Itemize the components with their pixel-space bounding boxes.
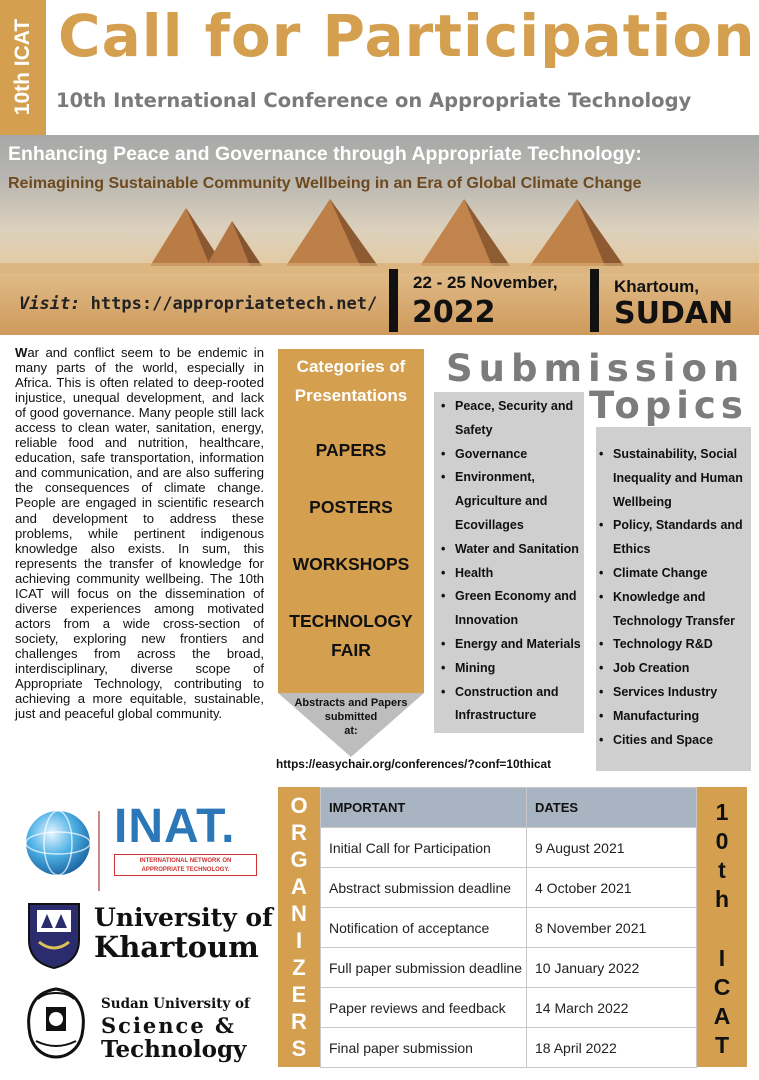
visit-url[interactable]: https://appropriatetech.net/ [90, 294, 378, 314]
vertical-letter: h [714, 886, 730, 912]
vertical-letter: O [290, 793, 308, 818]
list-item: • Peace, Security and Safety [438, 395, 586, 443]
vertical-letter: R [291, 820, 307, 845]
header-date: DATES [527, 788, 697, 828]
intro-text: ar and conflict seem to be endemic in many parts of the world, especially in Africa. This is often related to deep-rooted injustice, unequal development, and lack of good governance. Many people still lack access to clean water, sanitation, energy, reliable food and nutrition, healthcare, education, safe transportation, information and communication, and are also suffering the consequences of climate change. People are engaged in scientific research and development to address these problems, while pertinent indigenous knowledge also exists. In sum, this represents the transfer of knowledge for achieving community wellbeing. The 10th ICAT will focus on the dissemination of diverse experiences among motivated actors from a wide cross-section of society, exploring new frontiers and challenges from across the broad, interdisciplinary, diverse scope of Appropriate Technology, contributing to achieving a more equitable, sustainable, just and peaceful global community. [15, 345, 264, 722]
event-cell: Full paper submission deadline [321, 948, 527, 988]
organizers-column [278, 787, 320, 1067]
vertical-letter: N [291, 901, 307, 926]
category-fair: FAIR [331, 640, 371, 660]
conference-dates: 22 - 25 November, [413, 273, 558, 292]
page-subtitle: 10th International Conference on Appropriate Technology [56, 89, 692, 112]
date-cell: 18 April 2022 [527, 1028, 697, 1068]
vertical-letter: A [713, 1003, 731, 1029]
website-link[interactable] [19, 294, 377, 314]
topics-title-line1: Submission [446, 347, 746, 390]
vertical-letter: I [718, 945, 726, 971]
banner [0, 135, 759, 335]
table-row [321, 1028, 697, 1068]
date-cell: 14 March 2022 [527, 988, 697, 1028]
list-item: • Governance [438, 443, 586, 467]
table-row [321, 988, 697, 1028]
banner-tagline: Enhancing Peace and Governance through Appropriate Technology: [8, 143, 642, 165]
date-cell: 8 November 2021 [527, 908, 697, 948]
intro-paragraph [15, 345, 264, 721]
categories-title: Categories of Presentations [294, 357, 408, 405]
sust-name-line2: Science & [101, 1013, 236, 1038]
topics-list-2 [596, 443, 753, 752]
category-workshops: WORKSHOPS [292, 554, 410, 574]
vertical-letter: R [291, 1009, 307, 1034]
vertical-letter: C [713, 974, 731, 1000]
vertical-letter: A [291, 874, 307, 899]
list-item: • Services Industry [596, 681, 753, 705]
inat-divider [98, 811, 100, 891]
divider-bar [389, 269, 398, 332]
table-header-row [321, 788, 697, 828]
list-item: • Green Economy and Innovation [438, 585, 586, 633]
list-item: • Technology R&D [596, 633, 753, 657]
location-country: SUDAN [614, 296, 734, 331]
divider-bar [590, 269, 599, 332]
icat-column [697, 787, 747, 1067]
event-cell: Final paper submission [321, 1028, 527, 1068]
list-item: • Construction and Infrastructure [438, 681, 586, 729]
sust-name-line1: Sudan University of [101, 996, 250, 1012]
submission-note: Abstracts and Papers submitted at: [294, 697, 408, 737]
inat-globe-logo [22, 805, 94, 881]
location-city: Khartoum, [614, 277, 699, 296]
list-item: • Manufacturing [596, 705, 753, 729]
submission-link[interactable]: https://easychair.org/conferences/?conf=10thicat [276, 757, 552, 771]
inat-logo-text: INAT. [114, 800, 236, 853]
drop-letter: W [15, 345, 28, 360]
event-cell: Paper reviews and feedback [321, 988, 527, 1028]
vertical-letter: 0 [715, 828, 729, 854]
sust-name-line3: Technology [101, 1036, 247, 1063]
topics-list-1 [438, 395, 586, 728]
page-title: Call for Participation [58, 2, 756, 70]
category-papers: PAPERS [315, 440, 387, 460]
vertical-letter: S [291, 1036, 307, 1061]
list-item: • Energy and Materials [438, 633, 586, 657]
list-item: • Sustainability, Social Inequality and Human Wellbeing [596, 443, 753, 514]
conference-year: 2022 [412, 295, 496, 330]
header-event: IMPORTANT [321, 788, 527, 828]
banner-subtagline: Reimagining Sustainable Community Wellbeing in an Era of Global Climate Change [8, 175, 642, 192]
important-dates-table [320, 787, 697, 1068]
visit-label: Visit: [19, 294, 81, 314]
side-tab [0, 0, 46, 135]
list-item: • Water and Sanitation [438, 538, 586, 562]
list-item: • Policy, Standards and Ethics [596, 514, 753, 562]
vertical-letter: G [290, 847, 308, 872]
date-cell: 4 October 2021 [527, 868, 697, 908]
topics-title-line2: Topics [589, 384, 748, 427]
event-cell: Abstract submission deadline [321, 868, 527, 908]
date-cell: 10 January 2022 [527, 948, 697, 988]
vertical-letter: I [295, 928, 303, 953]
category-technology: TECHNOLOGY [289, 611, 413, 631]
vertical-letter: 1 [715, 799, 729, 825]
khartoum-crest-logo [27, 902, 81, 970]
list-item: • Cities and Space [596, 729, 753, 753]
date-cell: 9 August 2021 [527, 828, 697, 868]
table-row [321, 868, 697, 908]
khartoum-name-line2: Khartoum [94, 930, 259, 964]
category-posters: POSTERS [309, 497, 393, 517]
table-row [321, 908, 697, 948]
inat-tagline: INTERNATIONAL NETWORK ON APPROPRIATE TECHNOLOGY. [114, 854, 257, 876]
khartoum-name-line1: University of [94, 903, 273, 932]
event-cell: Notification of acceptance [321, 908, 527, 948]
list-item: • Health [438, 562, 586, 586]
vertical-letter: T [714, 1032, 730, 1058]
table-row [321, 948, 697, 988]
side-tab-label: 10th ICAT [11, 18, 34, 116]
event-cell: Initial Call for Participation [321, 828, 527, 868]
list-item: • Climate Change [596, 562, 753, 586]
vertical-letter: E [291, 982, 307, 1007]
table-row [321, 828, 697, 868]
list-item: • Environment, Agriculture and Ecovillages [438, 466, 586, 537]
list-item: • Mining [438, 657, 586, 681]
list-item: • Job Creation [596, 657, 753, 681]
list-item: • Knowledge and Technology Transfer [596, 586, 753, 634]
vertical-letter: Z [292, 955, 306, 980]
sust-crest-logo [20, 985, 92, 1061]
vertical-letter: t [718, 857, 726, 883]
